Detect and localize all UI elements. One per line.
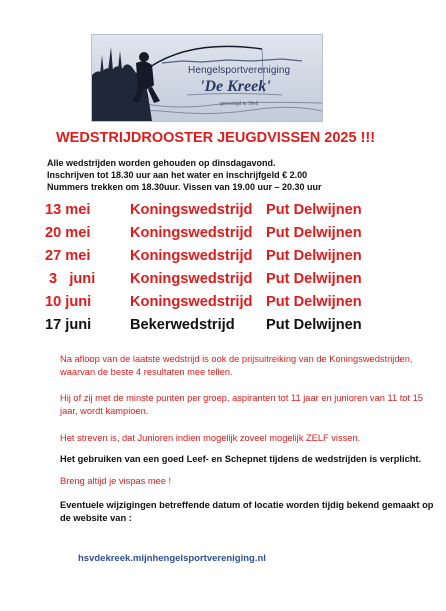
schedule-place: Put Delwijnen [266,271,362,287]
schedule-type: Koningswedstrijd [130,202,253,218]
note-keepnet: Het gebruiken van een goed Leef- en Schepnet tijdens de wedstrijden is verplicht. [60,454,422,464]
note-champion-rule: Hij of zij met de minste punten per groep, aspiranten tot 11 jaar en junioren van 11 tot 15 jaar, wordt kampioen. [60,393,423,417]
note-prize-ceremony: Na afloop van de laatste wedstrijd is ook de prijsuitreiking van de Koningswedstrijden, waarvan de beste 4 resultaten mee tellen. [60,354,413,378]
schedule-row [0,294,446,316]
schedule-date: 3 juni [45,271,96,287]
schedule-date: 17 juni [45,317,92,333]
club-name: 'De Kreek' [200,78,271,95]
club-location: gevestigd te Well [220,101,258,107]
schedule-place: Put Delwijnen [266,225,362,241]
schedule-row [0,225,446,247]
page-title: WEDSTRIJDROOSTER JEUGDVISSEN 2025 !!! [56,130,376,146]
schedule-date: 10 juni [45,294,92,310]
schedule-row [0,317,446,339]
club-tagline: Hengelsportvereniging [188,65,291,76]
intro-line: Inschrijven tot 18.30 uur aan het water en inschrijfgeld € 2.00 [47,170,308,181]
schedule-date: 20 mei [45,225,91,241]
schedule-type: Koningswedstrijd [130,271,253,287]
schedule-date: 13 mei [45,202,91,218]
schedule-type: Koningswedstrijd [130,225,253,241]
website-link[interactable]: hsvdekreek.mijnhengelsportvereniging.nl [78,553,266,564]
schedule-place: Put Delwijnen [266,317,362,333]
intro-block [47,157,321,194]
club-logo [91,34,323,122]
schedule-type: Koningswedstrijd [130,294,253,310]
schedule-type: Bekerwedstrijd [130,317,235,333]
note-fishing-license: Breng altijd je vispas mee ! [60,476,172,486]
schedule-place: Put Delwijnen [266,294,362,310]
intro-line: Alle wedstrijden worden gehouden op dinsdagavond. [47,158,276,168]
schedule-row [0,202,446,224]
schedule-row [0,248,446,270]
schedule-row [0,271,446,293]
schedule-place: Put Delwijnen [266,202,362,218]
note-changes: Eventuele wijzigingen betreffende datum of locatie worden tijdig bekend gemaakt op de website van : [60,500,434,524]
note-juniors: Het streven is, dat Junioren indien mogelijk zoveel mogelijk ZELF vissen. [60,433,361,443]
schedule-date: 27 mei [45,248,91,264]
intro-line: Nummers trekken om 18.30uur. Vissen van 19.00 uur – 20.30 uur [47,182,322,193]
schedule-type: Koningswedstrijd [130,248,253,264]
schedule-place: Put Delwijnen [266,248,362,264]
